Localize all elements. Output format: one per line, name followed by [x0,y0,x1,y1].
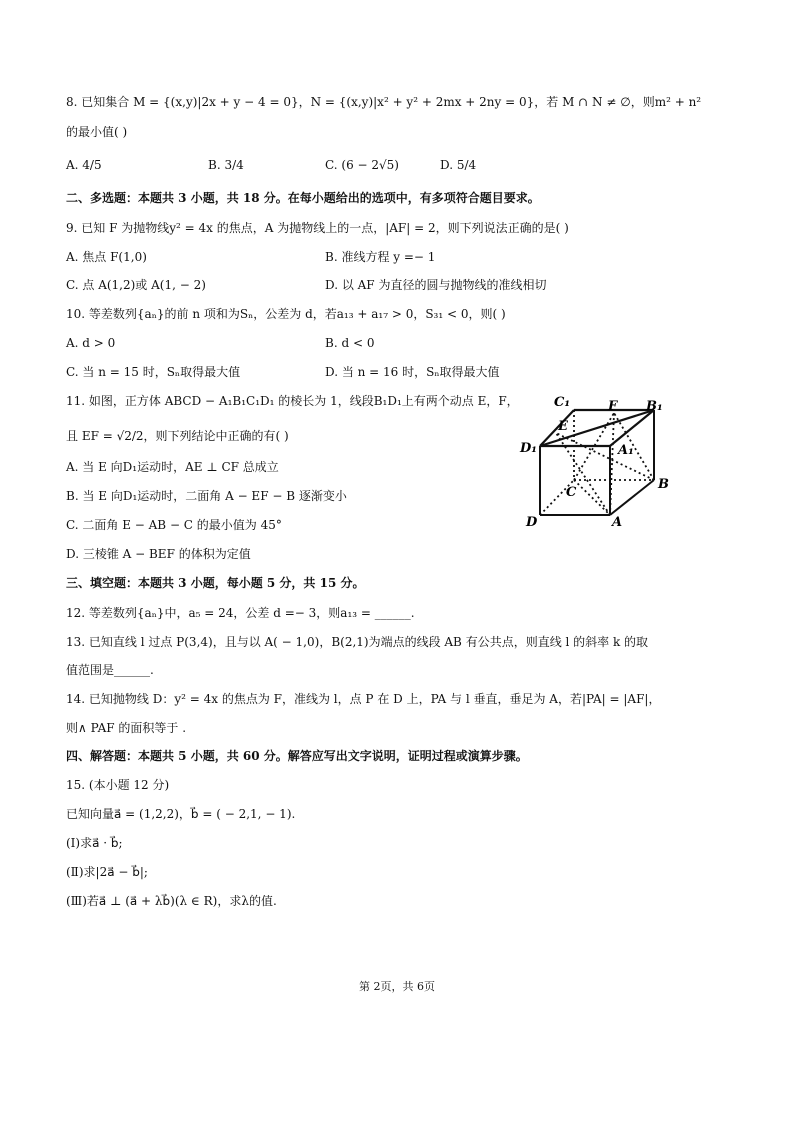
q11-option-b: B. 当 E 向D₁运动时，二面角 A − EF − B 逐渐变小 [66,489,347,503]
q13-stem-line2: 值范围是______. [66,663,154,677]
label-d: D [526,515,538,530]
q10-option-c: C. 当 n = 15 时，Sₙ取得最大值 [66,365,241,379]
q11-stem-line1: 11. 如图，正方体 ABCD − A₁B₁C₁D₁ 的棱长为 1，线段B₁D₁上有两个动点 E，F， [66,394,519,408]
q11-option-c: C. 二面角 E − AB − C 的最小值为 45° [66,518,282,532]
q8-option-b: B. 3/4 [208,158,244,172]
edge-a-b [610,480,654,515]
q8-option-a: A. 4/5 [66,158,102,172]
label-f: F [608,399,618,414]
q10-option-b: B. d < 0 [325,336,375,350]
section-4-heading: 四、解答题：本题共 5 小题，共 60 分。解答应写出文字说明，证明过程或演算步骤。 [66,749,528,763]
q8-option-c: C. (6 − 2√5) [325,158,399,172]
q8-stem-line2: 的最小值( ) [66,125,128,139]
q9-stem: 9. 已知 F 为抛物线y² = 4x 的焦点，A 为抛物线上的一点，|AF| = 2，则下列说法正确的是( ) [66,221,569,235]
label-c1: C₁ [554,395,571,410]
label-b: B [658,477,669,492]
q15-part-3: (Ⅲ)若a⃗ ⊥ (a⃗ + λb⃗)(λ ∈ R)，求λ的值. [66,894,277,908]
hidden-edge-c-a [574,480,610,515]
label-b1: B₁ [646,399,663,414]
q10-option-a: A. d > 0 [66,336,116,350]
section-2-heading: 二、多选题：本题共 3 小题，共 18 分。在每小题给出的选项中，有多项符合题目要求。 [66,191,540,205]
q9-option-b: B. 准线方程 y =− 1 [325,250,436,264]
q14-stem-line2: 则∧ PAF 的面积等于 . [66,721,187,735]
q10-stem: 10. 等差数列{aₙ}的前 n 项和为Sₙ，公差为 d，若a₁₃ + a₁₇ > 0，S₃₁ < 0，则( ) [66,307,506,321]
label-c: C [566,485,577,500]
q13-stem-line1: 13. 已知直线 l 过点 P(3,4)，且与以 A( − 1,0)，B(2,1)为端点的线段 AB 有公共点，则直线 l 的斜率 k 的取 [66,635,649,649]
q10-option-d: D. 当 n = 16 时，Sₙ取得最大值 [325,365,500,379]
page-footer: 第 2页，共 6页 [359,980,435,993]
edge-a1-b1 [610,410,654,446]
label-d1: D₁ [520,441,537,456]
q11-option-a: A. 当 E 向D₁运动时，AE ⊥ CF 总成立 [66,460,279,474]
label-e: E [558,419,568,434]
label-a: A [612,515,623,530]
cube-figure [518,390,678,530]
q15-part-1: (Ⅰ)求a⃗ · b⃗; [66,836,123,850]
q15-header: 15. (本小题 12 分) [66,778,170,792]
q12-stem: 12. 等差数列{aₙ}中，a₅ = 24，公差 d =− 3，则a₁₃ = ______. [66,606,415,620]
q14-stem-line1: 14. 已知抛物线 D：y² = 4x 的焦点为 F，准线为 l，点 P 在 D 上，PA 与 l 垂直，垂足为 A，若|PA| = |AF|， [66,692,661,706]
q8-option-d: D. 5/4 [440,158,477,172]
q11-option-d: D. 三棱锥 A − BEF 的体积为定值 [66,547,251,561]
q15-given: 已知向量a⃗ = (1,2,2)，b⃗ = ( − 2,1, − 1). [66,807,296,821]
q9-option-c: C. 点 A(1,2)或 A(1, − 2) [66,278,206,292]
section-3-heading: 三、填空题：本题共 3 小题，每小题 5 分，共 15 分。 [66,576,365,590]
q11-stem-line2: 且 EF = √2/2，则下列结论中正确的有( ) [66,429,289,443]
q9-option-d: D. 以 AF 为直径的圆与抛物线的准线相切 [325,278,547,292]
label-a1: A₁ [618,443,634,458]
q15-part-2: (Ⅱ)求|2a⃗ − b⃗|; [66,865,148,879]
q9-option-a: A. 焦点 F(1,0) [66,250,147,264]
q8-stem-line1: 8. 已知集合 M = {(x,y)|2x + y − 4 = 0}，N = {(x,y)|x² + y² + 2mx + 2ny = 0}，若 M ∩ N ≠ ∅，则m² + n² [66,95,702,109]
